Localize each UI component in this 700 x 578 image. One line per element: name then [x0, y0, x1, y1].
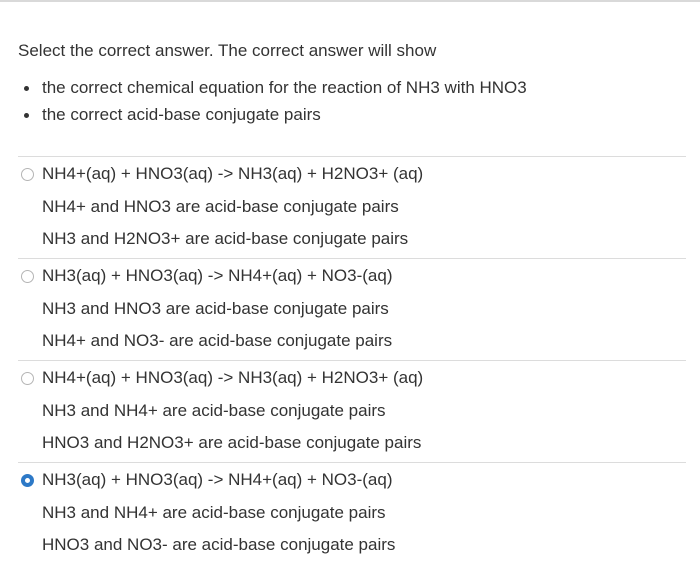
- answer-choice-3[interactable]: [18, 360, 686, 463]
- answer-choice-4[interactable]: [18, 462, 686, 565]
- radio-button[interactable]: [21, 372, 34, 385]
- choice-pair-1: NH3 and HNO3 are acid-base conjugate pairs: [42, 299, 389, 318]
- choice-pair-1: NH3 and NH4+ are acid-base conjugate pairs: [42, 503, 386, 522]
- radio-button-selected[interactable]: [21, 474, 34, 487]
- answer-choice-1[interactable]: [18, 156, 686, 259]
- choice-pair-1: NH3 and NH4+ are acid-base conjugate pairs: [42, 401, 386, 420]
- choice-equation: NH4+(aq) + HNO3(aq) -> NH3(aq) + H2NO3+ (aq): [42, 164, 424, 183]
- choice-pair-2: HNO3 and NO3- are acid-base conjugate pairs: [42, 535, 396, 554]
- requirement-item: the correct chemical equation for the reaction of NH3 with HNO3: [20, 76, 527, 103]
- radio-button[interactable]: [21, 168, 34, 181]
- radio-button[interactable]: [21, 270, 34, 283]
- choice-pair-2: NH3 and H2NO3+ are acid-base conjugate pairs: [42, 229, 409, 248]
- choice-pair-2: NH4+ and NO3- are acid-base conjugate pairs: [42, 331, 393, 350]
- choice-pair-1: NH4+ and HNO3 are acid-base conjugate pairs: [42, 197, 399, 216]
- top-border: [0, 0, 700, 2]
- choice-equation: NH3(aq) + HNO3(aq) -> NH4+(aq) + NO3-(aq): [42, 266, 393, 285]
- choice-equation: NH4+(aq) + HNO3(aq) -> NH3(aq) + H2NO3+ (aq): [42, 368, 424, 387]
- choice-equation: NH3(aq) + HNO3(aq) -> NH4+(aq) + NO3-(aq): [42, 470, 393, 489]
- requirements-list: [20, 76, 527, 130]
- choice-pair-2: HNO3 and H2NO3+ are acid-base conjugate pairs: [42, 433, 422, 452]
- question-prompt: Select the correct answer. The correct answer will show: [18, 41, 437, 60]
- requirement-item: the correct acid-base conjugate pairs: [20, 103, 527, 130]
- answer-choice-2[interactable]: [18, 258, 686, 361]
